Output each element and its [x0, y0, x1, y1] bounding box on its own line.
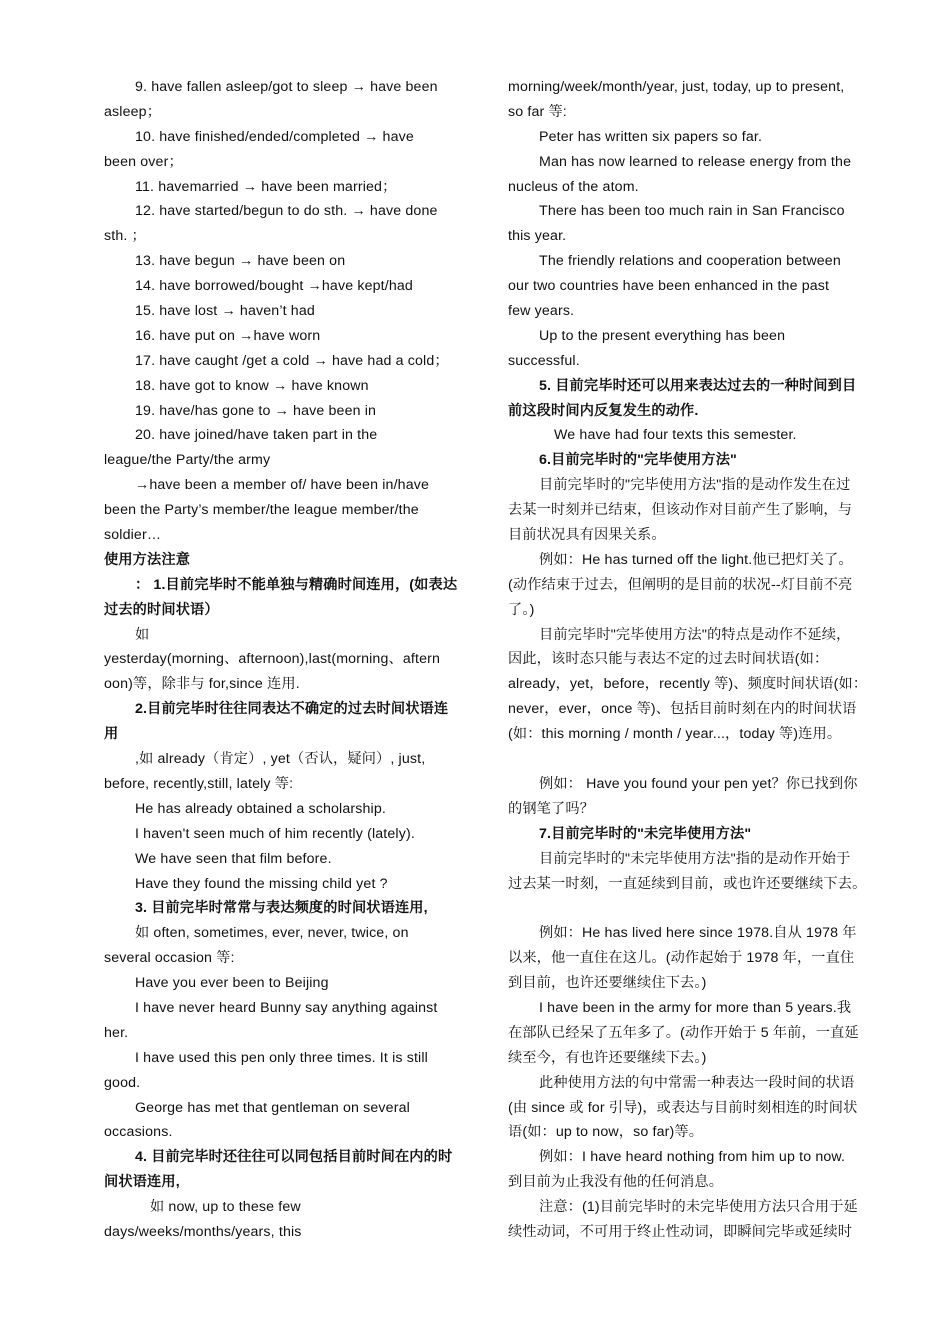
left-column-line: I have never heard Bunny say anything against — [135, 999, 438, 1016]
right-column-line: 因此，该时态只能与表达不定的过去时间状语(如： — [508, 651, 829, 668]
left-column-line: 如 now, up to these few — [150, 1199, 301, 1216]
right-column-line: 了。) — [508, 601, 535, 618]
right-column-line: morning/week/month/year, just, today, up to present, — [508, 79, 845, 95]
right-column-line: There has been too much rain in San Francisco — [539, 203, 845, 220]
left-column-line: 17. have caught /get a cold → have had a cold； — [135, 352, 449, 369]
left-column — [104, 75, 476, 1245]
left-column-line: Have you ever been to Beijing — [135, 975, 329, 992]
left-column-line: Have they found the missing child yet ? — [135, 875, 388, 892]
right-column-line: (由 since 或 for 引导)，或表达与目前时刻相连的时间状 — [508, 1099, 858, 1116]
left-column-line: 18. have got to know → have known — [135, 377, 369, 394]
left-column-line: He has already obtained a scholarship. — [135, 800, 386, 817]
left-column-line: 3. 目前完毕时常常与表达频度的时间状语连用, — [135, 900, 428, 917]
right-column-line: 6.目前完毕时的"完毕使用方法" — [539, 452, 737, 469]
left-column-line: 15. have lost → haven’t had — [135, 303, 315, 320]
left-column-line: 19. have/has gone to → have been in — [135, 402, 377, 419]
right-column-line: 的钢笔了吗？ — [508, 800, 595, 817]
left-column-line: sth. ； — [104, 228, 146, 245]
right-column-line: 去某一时刻并已结束，但该动作对目前产生了影响，与 — [508, 502, 853, 519]
left-column-line: 10. have finished/ended/completed → have — [135, 128, 414, 145]
left-column-line: 过去的时间状语） — [104, 601, 219, 618]
right-column-line: The friendly relations and cooperation between — [539, 253, 841, 270]
right-column-line: 5. 目前完毕时还可以用来表达过去的一种时间到目 — [539, 377, 857, 394]
right-column-line: 目前状况具有因果关系。 — [508, 527, 666, 544]
left-column-line: I haven't seen much of him recently (lately). — [135, 825, 415, 842]
right-column-line: 过去某一时刻，一直延续到目前，或也许还要继续下去。 — [508, 875, 867, 892]
right-column-line: nucleus of the atom. — [508, 178, 639, 195]
left-column-line: We have seen that film before. — [135, 850, 332, 867]
right-column-line: 续性动词，不可用于终止性动词，即瞬间完毕或延续时 — [508, 1223, 853, 1240]
right-column-line — [508, 896, 880, 921]
left-column-line: occasions. — [104, 1124, 173, 1141]
left-column-line: I have used this pen only three times. It is still — [135, 1049, 428, 1066]
left-column-line: 4. 目前完毕时还往往可以同包括目前时间在内的时 — [135, 1149, 453, 1166]
left-column-line: 用 — [104, 726, 119, 743]
left-column-line: 间状语连用, — [104, 1174, 180, 1191]
left-column-line: 16. have put on →have worn — [135, 327, 321, 344]
left-column-line: 20. have joined/have taken part in the — [135, 427, 378, 444]
right-column-line — [508, 747, 880, 772]
right-column-line: 例如：He has lived here since 1978.自从 1978 年 — [539, 925, 857, 942]
left-column-line: her. — [104, 1024, 129, 1041]
right-column-line: 以来，他一直住在这儿。(动作起始于 1978 年，一直住 — [508, 950, 855, 967]
right-column-line: I have been in the army for more than 5 years.我 — [539, 999, 852, 1016]
left-column-line: ： 1.目前完毕时不能单独与精确时间连用，(如表达 — [135, 576, 458, 593]
right-column-line: 语(如：up to now，so far)等。 — [508, 1124, 704, 1141]
right-column-line: 7.目前完毕时的"未完毕使用方法" — [539, 825, 752, 842]
left-column-line: several occasion 等: — [104, 950, 235, 967]
left-column-line: ,如 already（肯定）, yet（否认，疑问）, just, — [135, 751, 426, 768]
right-column-line: We have had four texts this semester. — [554, 427, 797, 444]
right-column-line: Up to the present everything has been — [539, 327, 786, 344]
right-column-line: 目前完毕时的"完毕使用方法"指的是动作发生在过 — [539, 477, 851, 494]
right-column-line: so far 等: — [508, 103, 567, 120]
right-column-line: few years. — [508, 303, 575, 320]
right-column-line: 续至今，有也许还要继续下去。) — [508, 1049, 707, 1066]
left-column-line: been the Party’s member/the league member/the — [104, 502, 419, 519]
left-column-line: league/the Party/the army — [104, 452, 271, 469]
right-column-line: 注意：(1)目前完毕时的未完毕使用方法只合用于延 — [539, 1199, 858, 1216]
left-column-line: 使用方法注意 — [104, 551, 191, 568]
left-column-line: 12. have started/begun to do sth. → have done — [135, 203, 438, 220]
right-column-line: 前这段时间内反复发生的动作. — [508, 402, 699, 419]
left-column-line: good. — [104, 1074, 141, 1091]
right-column-line: 到目前为止我没有他的任何消息。 — [508, 1174, 724, 1191]
right-column-line: 此种使用方法的句中常需一种表达一段时间的状语 — [539, 1074, 855, 1091]
left-column-line: 13. have begun → have been on — [135, 253, 346, 270]
right-column-line: 例如：I have heard nothing from him up to now. — [539, 1149, 846, 1166]
right-column-line: 到目前，也许还要继续住下去。) — [508, 975, 707, 992]
right-column — [508, 75, 880, 1245]
left-column-line: 14. have borrowed/bought →have kept/had — [135, 278, 413, 295]
left-column-line: George has met that gentleman on several — [135, 1099, 410, 1116]
left-column-line: days/weeks/months/years, this — [104, 1223, 302, 1240]
right-column-line: this year. — [508, 228, 567, 245]
right-column-line: (如：this morning / month / year...，today 等)连用。 — [508, 726, 842, 743]
right-column-line: 在部队已经呆了五年多了。(动作开始于 5 年前，一直延 — [508, 1024, 859, 1041]
left-column-line: 9. have fallen asleep/got to sleep → have been — [135, 79, 438, 95]
left-column-line: yesterday(morning、afternoon),last(morning、aftern — [104, 651, 441, 668]
left-column-line: →have been a member of/ have been in/have — [135, 477, 430, 494]
left-column-line: oon)等，除非与 for,since 连用. — [104, 676, 300, 693]
right-column-line: (动作结束于过去，但阐明的是目前的状况--灯目前不亮 — [508, 576, 853, 593]
right-column-line: 例如：He has turned off the light.他已把灯关了。 — [539, 551, 853, 568]
right-column-line: Man has now learned to release energy from the — [539, 153, 852, 170]
right-column-line: 目前完毕时的"未完毕使用方法"指的是动作开始于 — [539, 850, 851, 867]
right-column-line: 例如： Have you found your pen yet？你已找到你 — [539, 775, 858, 792]
right-column-line: our two countries have been enhanced in the past — [508, 278, 830, 295]
left-column-line: 如 — [135, 626, 150, 643]
left-column-line: before, recently,still, lately 等: — [104, 775, 294, 792]
right-column-line: 目前完毕时"完毕使用方法"的特点是动作不延续， — [539, 626, 851, 643]
left-column-line: 11. havemarried → have been married； — [135, 178, 397, 195]
right-column-line: Peter has written six papers so far. — [539, 128, 763, 145]
right-column-line: never，ever，once 等)、包括目前时刻在内的时间状语 — [508, 701, 857, 718]
left-column-line: 2.目前完毕时往往同表达不确定的过去时间状语连 — [135, 701, 449, 718]
right-column-line: already，yet，before，recently 等)、频度时间状语(如： — [508, 676, 868, 693]
left-column-line: 如 often, sometimes, ever, never, twice, on — [135, 925, 409, 942]
left-column-line: been over； — [104, 153, 183, 170]
right-column-line: successful. — [508, 352, 580, 369]
left-column-line: soldier… — [104, 527, 162, 544]
left-column-line: asleep； — [104, 103, 162, 120]
